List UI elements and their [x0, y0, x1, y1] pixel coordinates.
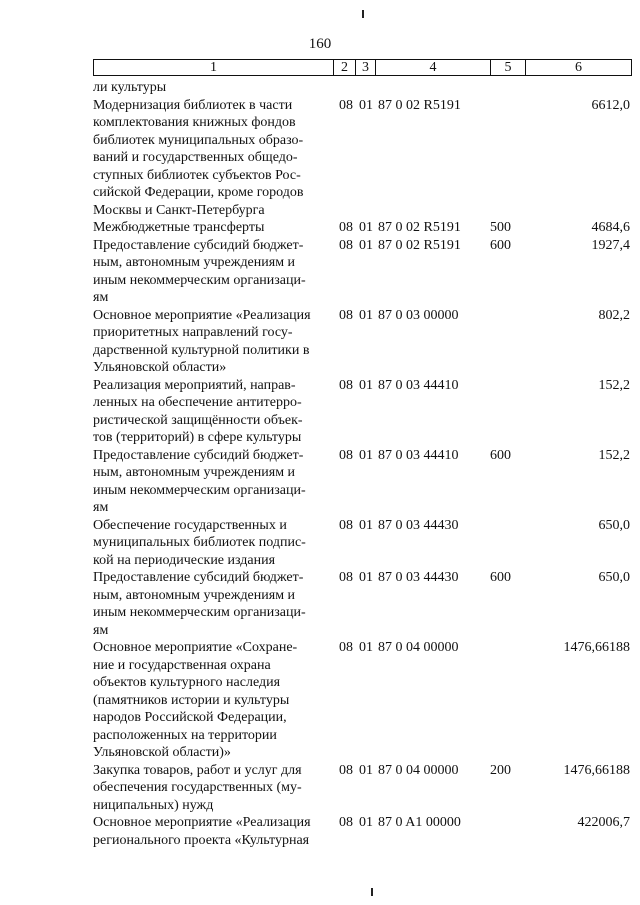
table-row [93, 569, 630, 639]
table-row [93, 377, 630, 447]
row-section [333, 79, 355, 97]
row-target-code: 87 0 02 R5191 [378, 237, 461, 253]
row-target-code: 87 0 02 R5191 [378, 97, 461, 113]
header-col-1: 1 [94, 60, 334, 75]
row-section: 08 [339, 815, 353, 830]
row-subsection: 01 [359, 377, 373, 393]
header-col-6: 6 [575, 60, 582, 75]
header-col-3: 3 [356, 60, 376, 75]
row-section: 08 [339, 237, 353, 253]
row-section: 08 [339, 377, 353, 393]
table-body [93, 79, 630, 849]
row-section: 08 [339, 447, 353, 463]
table-header [93, 59, 632, 76]
row-subsection: 01 [359, 815, 373, 830]
bottom-scan-mark [371, 888, 373, 896]
row-name: Закупка товаров, работ и услуг для обеспечения государственных (му- ниципальных) нужд [93, 762, 302, 813]
row-target-code [375, 79, 490, 97]
table-row [93, 79, 630, 97]
row-subsection: 01 [359, 307, 373, 323]
row-subsection: 01 [359, 447, 373, 463]
row-amount: 650,0 [598, 570, 630, 585]
row-name: Предоставление субсидий бюджет- ным, автономным учреждениям и иным некоммерческим организаци- ям [93, 237, 306, 305]
header-col-2: 2 [334, 60, 356, 75]
row-section: 08 [339, 97, 353, 113]
row-section: 08 [339, 762, 353, 778]
row-section: 08 [339, 640, 353, 655]
page-number: 160 [308, 36, 332, 52]
row-amount: 1476,66188 [563, 640, 630, 655]
table-row [93, 517, 630, 570]
row-amount: 1476,66188 [563, 762, 630, 778]
row-expense-type: 600 [490, 447, 511, 463]
row-amount: 650,0 [598, 517, 630, 533]
row-subsection: 01 [359, 237, 373, 253]
row-section: 08 [339, 220, 353, 235]
table-row [93, 814, 630, 849]
row-subsection: 01 [359, 762, 373, 778]
row-target-code: 87 0 03 00000 [378, 307, 459, 323]
table-row [93, 307, 630, 377]
row-name: Основное мероприятие «Реализация регионального проекта «Культурная [93, 815, 311, 848]
row-amount: 1927,4 [591, 237, 630, 253]
row-subsection: 01 [359, 517, 373, 533]
row-section: 08 [339, 570, 353, 585]
row-expense-type [490, 97, 525, 220]
table-row [93, 762, 630, 815]
row-amount [525, 79, 630, 97]
table-row [93, 639, 630, 762]
row-subsection: 01 [359, 97, 373, 113]
row-target-code: 87 0 03 44430 [378, 570, 459, 585]
row-expense-type [490, 79, 525, 97]
row-name: Основное мероприятие «Сохране- ние и государственная охрана объектов культурного наследия (памятников истории и культуры народов Российской Федерации, расположенных на территории Ульяновской области)» [93, 640, 298, 760]
row-expense-type [490, 377, 525, 447]
row-subsection [355, 79, 375, 97]
row-name: Основное мероприятие «Реализация приоритетных направлений госу- дарственной культурной политики в Ульяновской области» [93, 307, 311, 375]
header-col-5: 5 [491, 60, 526, 75]
table-row [93, 219, 630, 237]
row-expense-type [490, 639, 525, 762]
row-amount: 6612,0 [591, 97, 630, 113]
row-amount: 152,2 [598, 377, 630, 393]
table-row [93, 97, 630, 220]
row-subsection: 01 [359, 640, 373, 655]
row-amount: 422006,7 [577, 815, 630, 830]
row-target-code: 87 0 04 00000 [378, 762, 459, 778]
row-expense-type: 600 [490, 570, 511, 585]
row-target-code: 87 0 02 R5191 [378, 220, 461, 235]
row-expense-type: 500 [490, 220, 511, 235]
row-name: Предоставление субсидий бюджет- ным, автономным учреждениям и иным некоммерческим организаци- ям [93, 570, 306, 638]
row-expense-type: 600 [490, 237, 511, 253]
row-expense-type [490, 814, 525, 849]
row-subsection: 01 [359, 220, 373, 235]
row-name: Обеспечение государственных и муниципальных библиотек подпис- кой на периодические издания [93, 517, 306, 568]
table-row [93, 237, 630, 307]
row-amount: 4684,6 [591, 220, 630, 235]
row-target-code: 87 0 04 00000 [378, 640, 459, 655]
row-target-code: 87 0 03 44410 [378, 447, 459, 463]
row-amount: 152,2 [598, 447, 630, 463]
row-name: Межбюджетные трансферты [93, 220, 265, 235]
top-scan-mark [362, 10, 364, 18]
row-subsection: 01 [359, 570, 373, 585]
row-expense-type [490, 307, 525, 377]
row-expense-type [490, 517, 525, 570]
header-col-4: 4 [376, 60, 491, 75]
row-target-code: 87 0 A1 00000 [378, 815, 461, 830]
row-section: 08 [339, 307, 353, 323]
table-row [93, 447, 630, 517]
row-name: Модернизация библиотек в части комплектования книжных фондов библиотек муниципальных образо- ваний и государственных общедо- ступных библиотек субъектов Рос- сийской Федерации, кроме городов Москвы и Санкт-Петербурга [93, 97, 304, 218]
row-name: Предоставление субсидий бюджет- ным, автономным учреждениям и иным некоммерческим организаци- ям [93, 447, 306, 515]
row-target-code: 87 0 03 44430 [378, 517, 459, 533]
row-expense-type: 200 [490, 762, 511, 778]
row-name: Реализация мероприятий, направ- ленных на обеспечение антитерро- ристической защищённости объек- тов (территорий) в сфере культуры [93, 377, 303, 445]
row-name: ли культуры [93, 80, 167, 95]
row-target-code: 87 0 03 44410 [378, 377, 459, 393]
row-amount: 802,2 [598, 307, 630, 323]
row-section: 08 [339, 517, 353, 533]
